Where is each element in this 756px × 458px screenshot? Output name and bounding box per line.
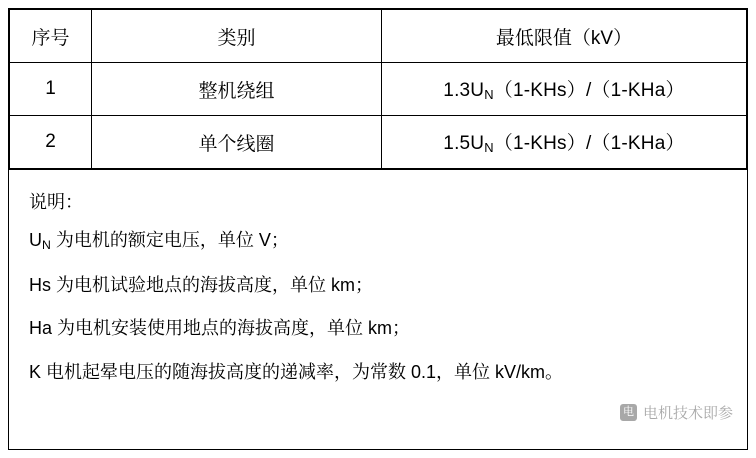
note-line-hs (29, 275, 731, 297)
document-panel (8, 8, 748, 450)
value-suffix: （1-KHs）/（1-KHa） (493, 133, 685, 155)
watermark (620, 402, 733, 423)
cell-no: 2 (10, 116, 92, 169)
column-header-no: 序号 (10, 10, 92, 63)
value-subscript: N (484, 140, 494, 156)
spec-table (9, 9, 747, 169)
note-suffix: 为电机的额定电压，单位 V； (50, 230, 289, 250)
note-prefix: K 电机起晕电压的随海拔高度的递减率，为常数 0.1，单位 kV/km。 (29, 361, 564, 382)
cell-category: 整机绕组 (92, 63, 382, 116)
note-line-k (29, 362, 731, 384)
value-prefix: 1.3U (443, 80, 485, 102)
watermark-badge-icon: 电 (620, 404, 637, 421)
cell-min-limit (382, 116, 747, 169)
table-row (10, 116, 747, 169)
cell-min-limit (382, 63, 747, 116)
column-header-category: 类别 (92, 10, 382, 63)
table-row (10, 63, 747, 116)
note-prefix: Hs 为电机试验地点的海拔高度，单位 km； (29, 274, 373, 295)
note-prefix: U (29, 230, 42, 250)
value-subscript: N (484, 87, 494, 103)
column-header-min-limit: 最低限值（kV） (382, 10, 747, 63)
note-prefix: Ha 为电机安装使用地点的海拔高度，单位 km； (29, 318, 411, 339)
notes-section (9, 169, 747, 403)
cell-category: 单个线圈 (92, 116, 382, 169)
note-line-ha (29, 318, 731, 340)
value-prefix: 1.5U (443, 133, 485, 155)
notes-title: 说明： (29, 192, 83, 212)
value-suffix: （1-KHs）/（1-KHa） (493, 80, 685, 102)
cell-no: 1 (10, 63, 92, 116)
note-subscript: N (42, 238, 51, 253)
watermark-text: 电机技术即参 (642, 405, 733, 422)
table-header-row (10, 10, 747, 63)
note-line-un (29, 230, 731, 253)
